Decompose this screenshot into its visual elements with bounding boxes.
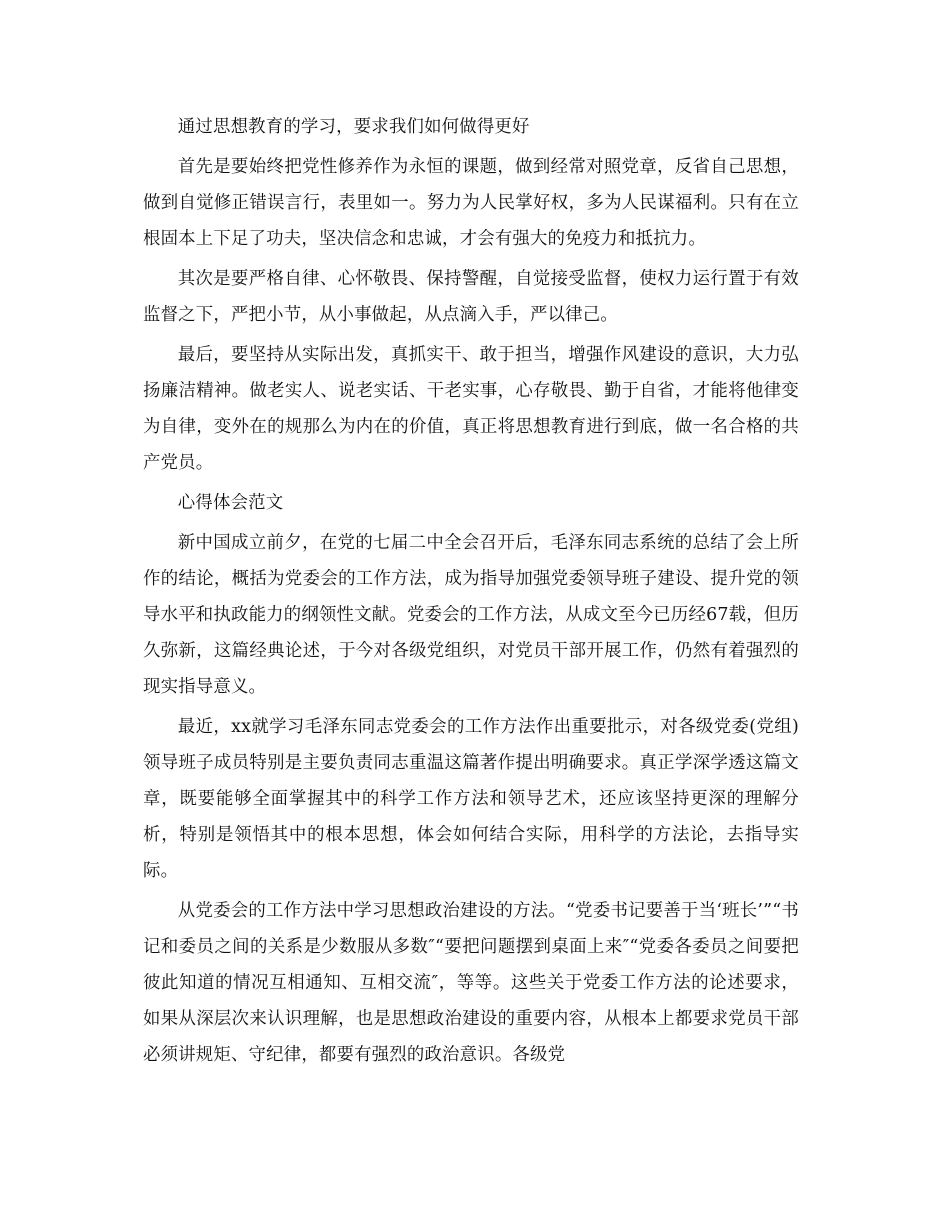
document-page — [143, 109, 799, 1077]
paragraph-5: 最近，xx就学习毛泽东同志党委会的工作方法作出重要批示，对各级党委(党组)领导班子成员特别是主要负责同志重温这篇著作提出明确要求。真正学深学透这篇文章，既要能够全面掌握其中的科学工作方法和领导艺术，还应该坚持更深的理解分析，特别是领悟其中的根本思想，体会如何结合实际，用科学的方法论，去指导实际。 — [143, 717, 799, 881]
paragraph-6: 从党委会的工作方法中学习思想政治建设的方法。“党委书记要善于当‘班长’”“书记和委员之间的关系是少数服从多数″“要把问题摆到桌面上来″“党委各委员之间要把彼此知道的情况互相通知、互相交流″，等等。这些关于党委工作方法的论述要求，如果从深层次来认识理解，也是思想政治建设的重要内容，从根本上都要求党员干部必须讲规矩、守纪律，都要有强烈的政治意识。各级党 — [143, 901, 799, 1065]
section-heading-2: 心得体会范文 — [177, 493, 284, 513]
paragraph-3: 最后，要坚持从实际出发，真抓实干、敢于担当，增强作风建设的意识，大力弘扬廉洁精神。做老实人、说老实话、干老实事，心存敬畏、勤于自省，才能将他律变为自律，变外在的规那么为内在的价值，真正将思想教育进行到底，做一名合格的共产党员。 — [143, 345, 799, 473]
paragraph-1: 首先是要始终把党性修养作为永恒的课题，做到经常对照党章，反省自己思想，做到自觉修正错误言行，表里如一。努力为人民掌好权，多为人民谋福利。只有在立根固本上下足了功夫，坚决信念和忠诚，才会有强大的免疫力和抵抗力。 — [143, 157, 799, 249]
section-heading-1: 通过思想教育的学习，要求我们如何做得更好 — [177, 117, 530, 137]
paragraph-4: 新中国成立前夕，在党的七届二中全会召开后，毛泽东同志系统的总结了会上所作的结论，概括为党委会的工作方法，成为指导加强党委领导班子建设、提升党的领导水平和执政能力的纲领性文献。党委会的工作方法，从成文至今已历经67载，但历久弥新，这篇经典论述，于今对各级党组织，对党员干部开展工作，仍然有着强烈的现实指导意义。 — [143, 533, 799, 697]
paragraph-2: 其次是要严格自律、心怀敬畏、保持警醒，自觉接受监督，使权力运行置于有效监督之下，严把小节，从小事做起，从点滴入手，严以律己。 — [143, 269, 799, 325]
